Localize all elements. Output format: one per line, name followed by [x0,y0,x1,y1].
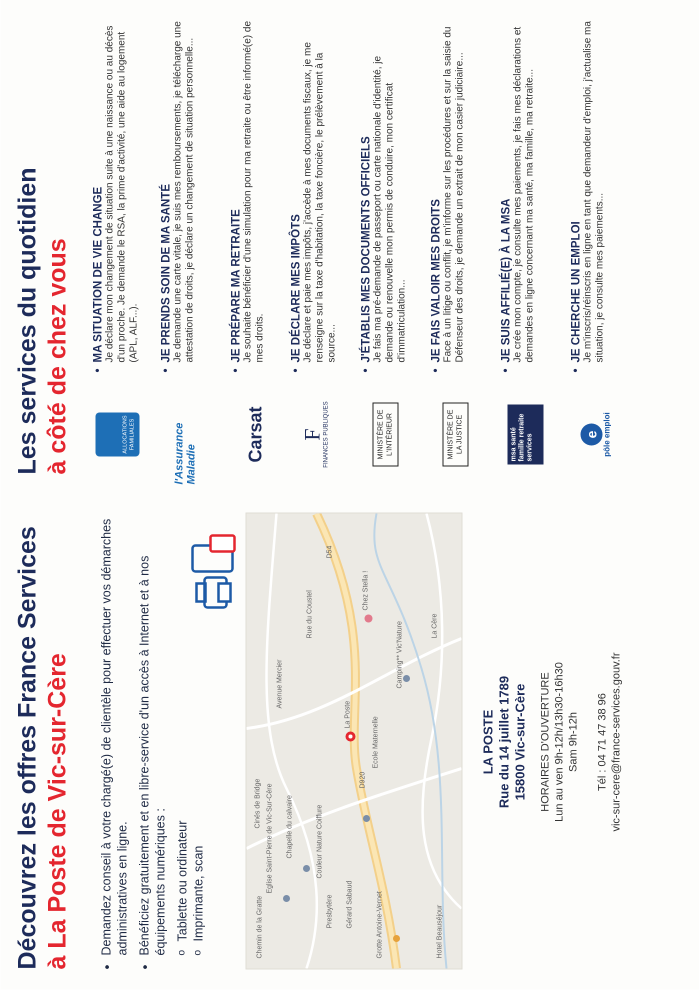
devices-icon [187,530,241,610]
service-msa [501,10,559,485]
service-heading: • MA SITUATION DE VIE CHANGE [93,13,105,373]
service-heading: • JE DÉCLARE MES IMPÔTS [291,13,303,373]
service-description: Je m'inscris/réinscris en ligne en tant que demandeur d'emploi, j'actualise ma situation, je consulte mes paiements... [582,21,606,363]
service-heading: • JE SUIS AFFILIÉ(E) À LA MSA [501,13,513,373]
carsat-logo: Carsat [245,406,265,463]
service-finances-publiques [291,10,349,485]
service-justice [431,10,489,485]
opening-hours [539,495,581,990]
map-roads [247,514,462,969]
phone-number[interactable]: Tél : 04 71 47 38 96 [596,693,609,791]
left-title-line1: Découvrez les offres France Services [13,526,42,970]
map-label: Eglise Saint-Pierre de Vic-Sur-Cère [266,783,274,894]
ministere-interieur-logo: MINISTÈRE DE L'INTÉRIEUR [361,385,411,485]
map-label: Camping** Vic'Nature [396,621,404,689]
office-name: LA POSTE [480,709,496,775]
map-label: Ecole Maternelle [372,716,380,769]
map-label: D54 [326,545,334,559]
service-interieur [361,10,419,485]
hours-weekdays: Lun au ven 9h-12h/13h30-16h30 [553,662,566,822]
service-description: Face à un litige ou conflit, je m'informe sur les procédures et sur la saisie du Défenseur des droits, je demande un extrait de mon casier judiciaire... [442,26,466,363]
service-heading: • JE PRÉPARE MA RETRAITE [231,13,243,373]
map-label: Presbytère [326,894,334,929]
map-label: Rue du Coustel [306,590,314,639]
service-description: Je crée mon compte, je consulte mes paiements, je fais mes déclarations et demandes en ligne concernant ma santé, ma famille, ma retraite... [512,26,536,363]
service-description: Je déclare et paie mes impôts, j'accède à mes documents fiscaux, je me renseigne sur la taxe d'habitation, la taxe foncière, le prélèvement à la source... [302,42,338,363]
street-address: Rue du 14 juillet 1789 [496,675,512,809]
assurance-maladie-logo: l'Assurance Maladie [173,422,198,485]
bullet-self-service: • Bénéficiez gratuitement et en libre-service d'un accès à Internet et à nos équipements numériques : [137,515,169,970]
map-label: Chemin de la Gratte [256,895,264,959]
right-title-line1: Les services du quotidien [13,167,42,475]
service-assurance-maladie [161,10,219,485]
service-heading: • JE CHERCHE UN EMPLOI [571,13,583,373]
msa-logo: msa santé famille retraite services [501,385,551,485]
sub-bullet-printer: o Imprimante, scan [191,515,207,970]
address-block [481,495,529,990]
flyer-rotated [1,0,699,990]
right-panel [1,0,699,495]
map-label: Chez Stella ! [362,570,370,611]
finances-publiques-logo: F FINANCES PUBLIQUES [299,401,330,468]
left-panel [1,495,699,990]
service-description: Je déclare mon changement de situation suite à une naissance ou au décès d'un proche. Je demande le RSA, la prime d'activité, une aide au logement (APL, ALF...). [104,25,140,363]
left-title-line2: à La Poste de Vic-sur-Cère [43,653,72,970]
hours-saturday: Sam 9h-12h [567,712,580,772]
service-heading: • JE FAIS VALOIR MES DROITS [431,13,443,373]
service-carsat [231,10,289,485]
service-description: Je souhaite bénéficier d'une simulation pour ma retraite ou être informé(e) de mes droits. [242,20,266,363]
map-label: Gérard Sabaud [346,880,354,929]
service-heading: • JE PRENDS SOIN DE MA SANTÉ [161,13,173,373]
service-caf [93,10,151,485]
map-label: Cinés de Bridge [254,778,262,829]
right-title-line2: à côté de chez vous [43,238,72,475]
map-label: Hotel Beauséjour [436,904,444,959]
caf-logo: ALLOCATIONS FAMILIALES [93,385,143,485]
email-address[interactable]: vic-sur-cere@france-services.gouv.fr [610,652,623,832]
sub-bullet-tablet: o Tablette ou ordinateur [175,515,191,970]
bullet-advice: • Demandez conseil à votre chargé(e) de clientèle pour effectuer vos démarches administratives en ligne. [99,515,131,970]
location-map[interactable] [246,513,463,970]
map-label: La Cère [431,613,439,639]
map-label: Chapelle du calvaire [286,795,294,859]
service-description: Je demande une carte vitale, je suis mes remboursements, je télécharge une attestation de droits, je déclare un changement de situation personnelle... [172,21,196,363]
service-description: Je fais ma pré-demande de passeport ou carte nationale d'identité, je demande ou renouvelle mon permis de conduire, mon certificat d'immatriculation... [372,55,408,363]
city: 15800 Vic-sur-Cère [512,683,528,801]
hours-title: HORAIRES D'OUVERTURE [539,672,552,812]
contact-block [596,495,624,990]
service-pole-emploi [571,10,629,485]
ministere-justice-logo: MINISTÈRE DE LA JUSTICE [431,385,481,485]
map-label: D920 [359,771,367,789]
pole-emploi-logo: e pôle emploi [571,385,621,485]
map-label: Avenue Mercier [276,659,284,709]
map-label: Couleur Nature Coiffure [316,804,324,879]
map-label: La Poste [344,700,352,729]
map-label: Grotte Antoine-Vernet [376,891,384,959]
service-heading: • J'ÉTABLIS MES DOCUMENTS OFFICIELS [361,13,373,373]
